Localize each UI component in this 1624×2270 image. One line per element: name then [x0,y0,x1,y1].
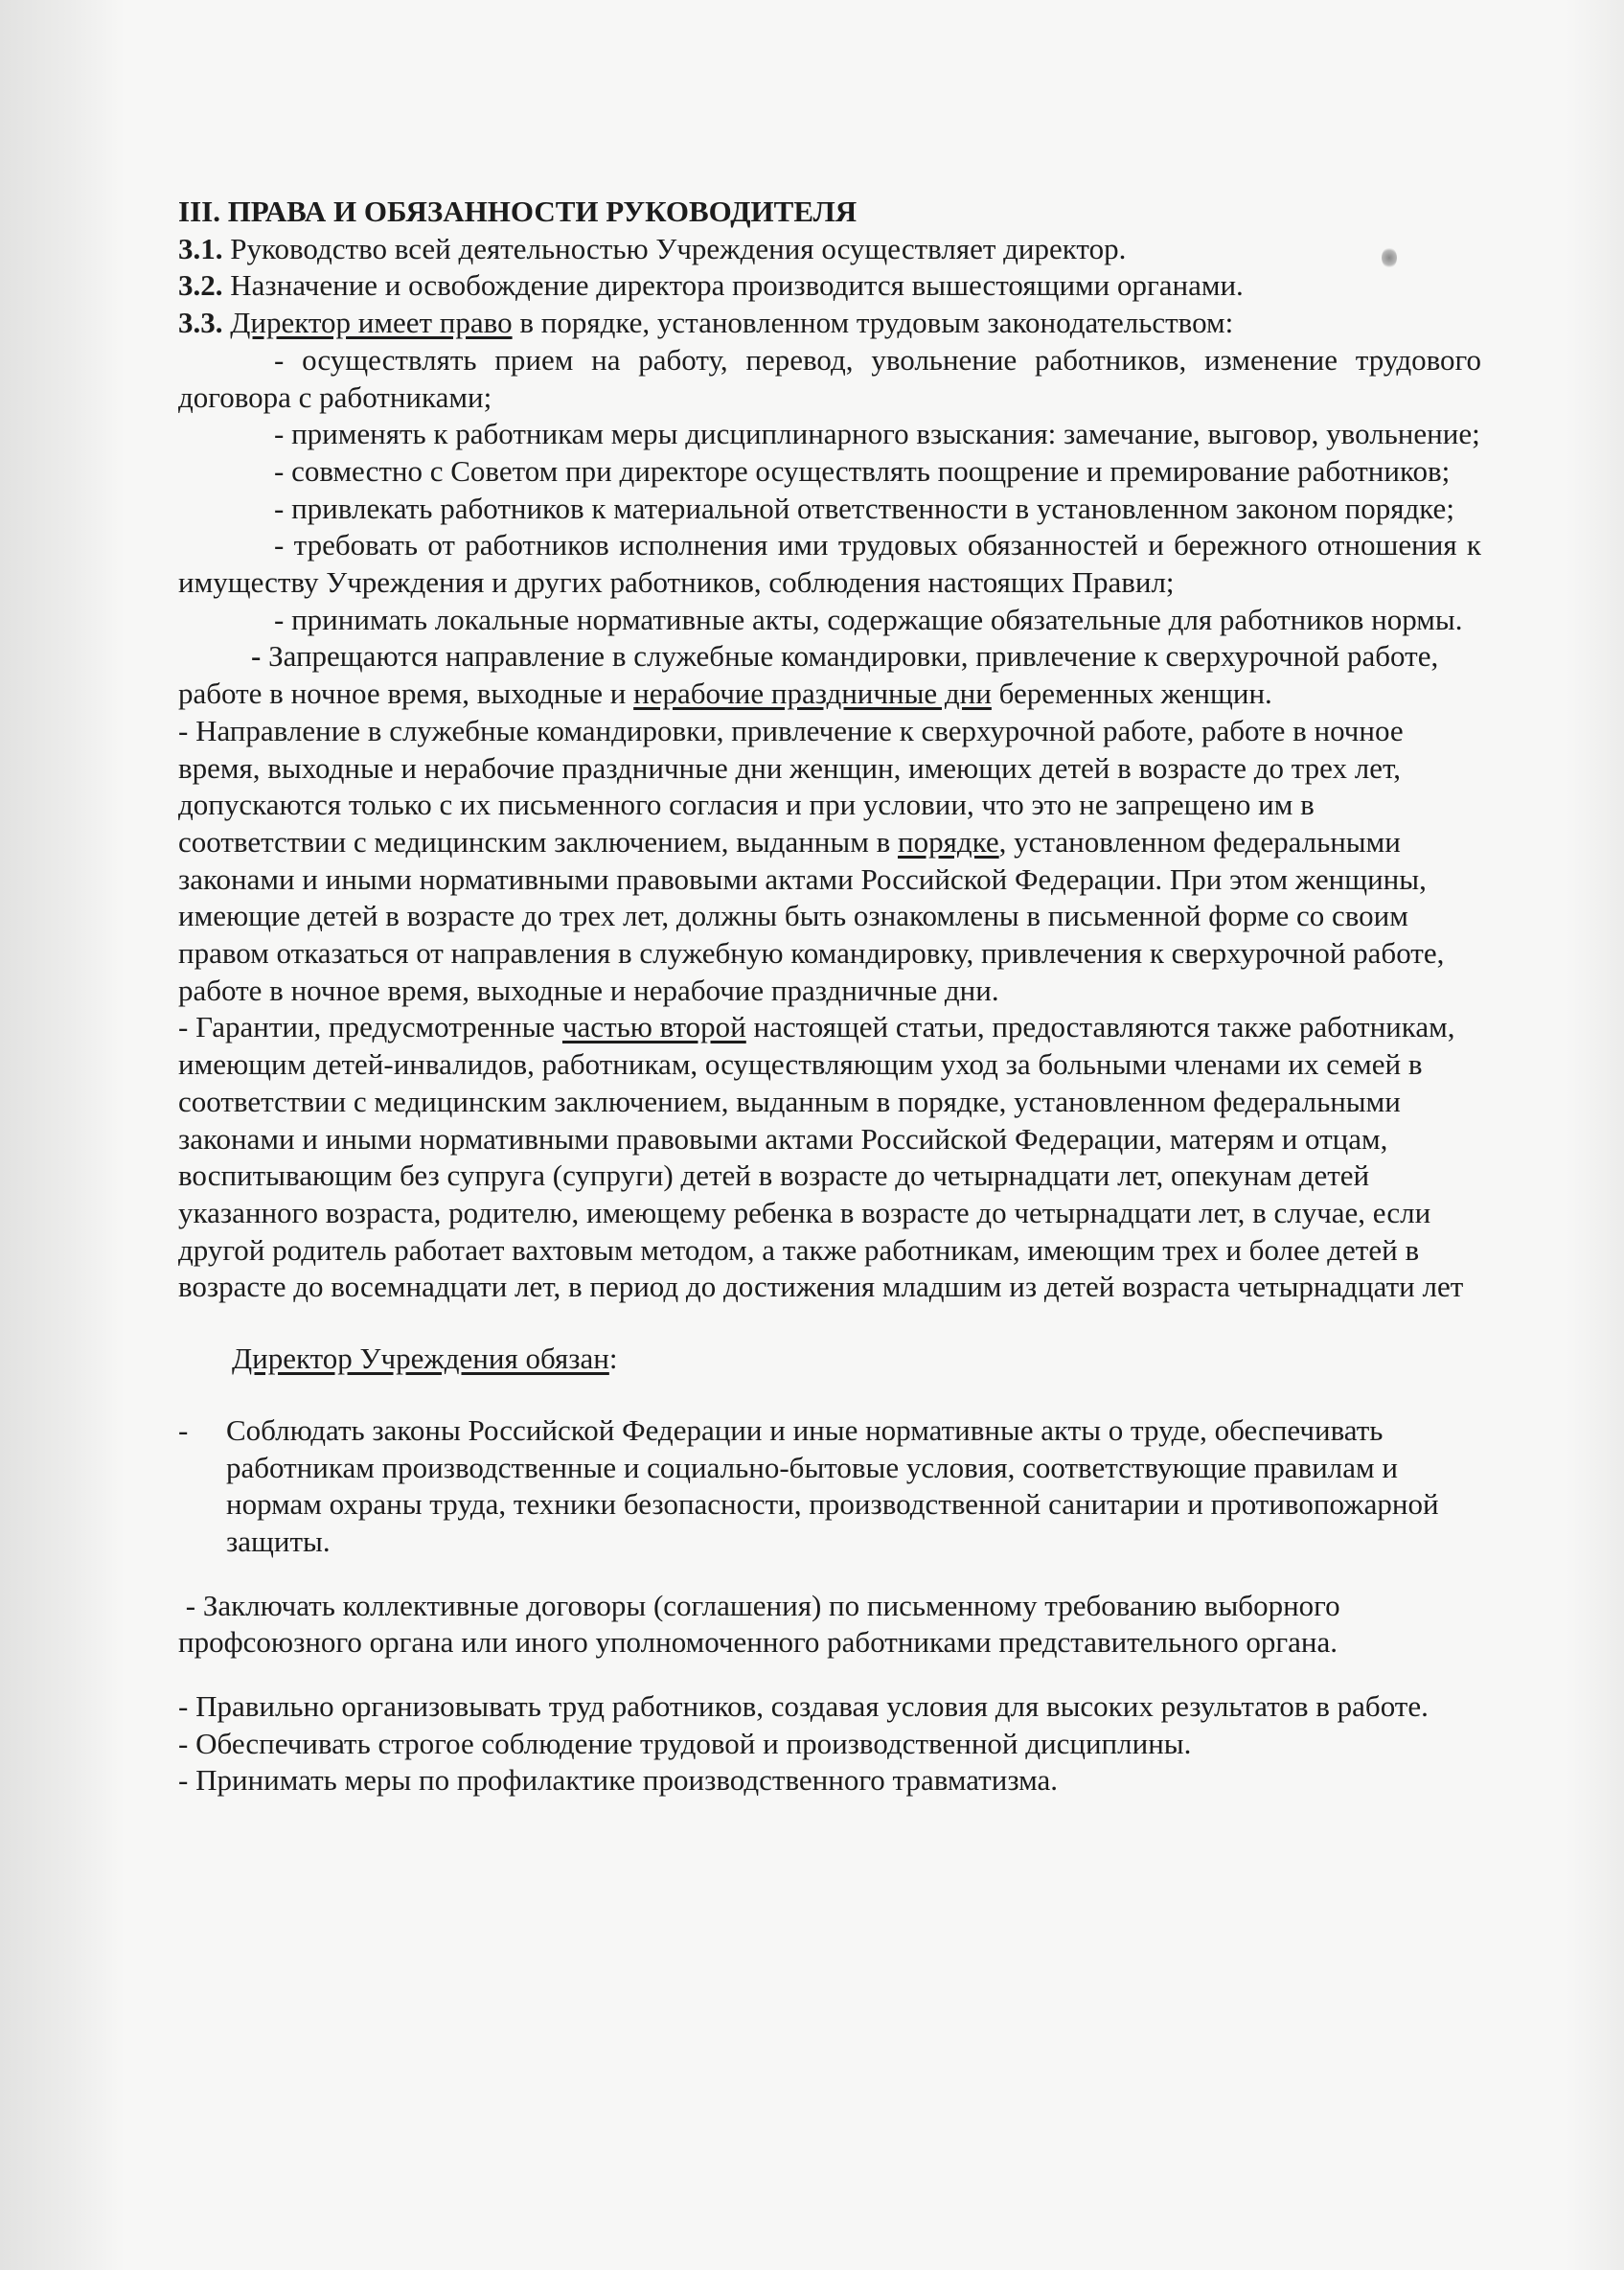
women-text-before: - Направление в служебные командировки, привлечение к сверхурочной работе, работе в ночное время, выходные и нерабочие праздничные дни женщин, имеющих детей в возрасте до трех лет, допускаются только с их письменного согласия и при условии, что это не запрещено им в соответствии с медицинским заключением, выданным в [178,713,1404,859]
scan-shadow [0,0,125,2270]
section-title: III. ПРАВА И ОБЯЗАННОСТИ РУКОВОДИТЕЛЯ [178,195,858,228]
duty-item: - Обеспечивать строгое соблюдение трудовой и производственной дисциплины. [178,1726,1192,1760]
duty-item [178,1412,1481,1561]
clause-text: Назначение и освобождение директора производится вышестоящими органами. [222,268,1244,303]
right-item: - требовать от работников исполнения ими трудовых обязанностей и бережного отношения к имуществу Учреждения и других работников, соблюдения настоящих Правил; [178,528,1481,600]
director-rights-link[interactable]: Директор имеет право [230,306,513,340]
duty-item: - Принимать меры по профилактике производственного травматизма. [178,1763,1059,1798]
duty-item: - Заключать коллективные договоры (соглашения) по письменному требованию выборного профсоюзного органа или иного уполномоченного работниками представительного органа. [178,1588,1348,1660]
clause-3-2 [178,267,1481,305]
clause-number: 3.3. [178,306,223,340]
right-item: - осуществлять прием на работу, перевод, увольнение работников, изменение трудового договора с работниками; [178,342,1481,414]
duties-title: Директор Учреждения обязан [232,1341,609,1376]
ban-dash: - [251,639,262,674]
clause-3-1 [178,231,1481,268]
women-paragraph [178,713,1481,1010]
clause-3-3 [178,305,1481,342]
holidays-link[interactable]: нерабочие праздничные дни [633,676,992,711]
guarantees-text-before: - Гарантии, предусмотренные [178,1010,562,1044]
scan-edge [1567,0,1624,2270]
duties-heading [178,1341,1481,1378]
duty-item: - Правильно организовывать труд работников, создавая условия для высоких результатов в работе. [178,1689,1429,1724]
right-item: - принимать локальные нормативные акты, содержащие обязательные для работников нормы. [274,602,1463,636]
duty-dash: - [178,1412,189,1447]
clause-text: Руководство всей деятельностью Учреждения осуществляет директор. [222,231,1127,265]
guarantees-paragraph [178,1009,1481,1306]
ban-paragraph [178,638,1481,712]
procedure-link[interactable]: порядке [897,824,999,859]
clause-text: в порядке, установленном трудовым законодательством: [512,306,1234,340]
women-text-after: , установленном федеральными законами и иными нормативными правовыми актами Российской Федерации. При этом женщины, имеющие детей в возрасте до трех лет, должны быть ознакомлены в письменной форме со своим правом отказаться от направления в служебную командировку, привлечения к сверхурочной работе, работе в ночное время, выходные и нерабочие праздничные дни. [178,824,1445,1007]
guarantees-text-after: настоящей статьи, предоставляются также работникам, имеющим детей-инвалидов, работникам, осуществляющим уход за больными членами их семей в соответствии с медицинским заключением, выданным в порядке, установленном федеральными законами и иными нормативными правовыми актами Российской Федерации, матерям и отцам, воспитывающим без супруга (супруги) детей в возрасте до четырнадцати лет, опекунам детей указанного возраста, родителю, имеющему ребенка в возрасте до четырнадцати лет, в случае, если другой родитель работает вахтовым методом, а также работникам, имеющим трех и более детей в возрасте до восемнадцати лет, в период до достижения младшим из детей возраста четырнадцати лет [178,1010,1464,1304]
right-item: - привлекать работников к материальной ответственности в установленном законом порядке; [274,491,1454,525]
duty-text: Соблюдать законы Российской Федерации и иные нормативные акты о труде, обеспечивать работникам производственные и социально-бытовые условия, соответствующие правилам и нормам охраны труда, техники безопасности, производственной санитарии и противопожарной защиты. [226,1412,1439,1558]
right-item: - совместно с Советом при директоре осуществлять поощрение и премирование работников; [274,453,1451,488]
clause-number: 3.1. [178,231,223,265]
part-two-link[interactable]: частью второй [561,1010,746,1044]
ban-text-before: Запрещаются направление в служебные командировки, привлечение к сверхурочной работе, работе в ночное время, выходные и [178,639,1439,711]
right-item: - применять к работникам меры дисциплинарного взыскания: замечание, выговор, увольнение; [274,417,1480,451]
clause-number: 3.2. [178,268,223,303]
document-body [178,194,1481,1800]
ban-text-after: беременных женщин. [991,676,1272,711]
duties-colon: : [608,1341,618,1376]
